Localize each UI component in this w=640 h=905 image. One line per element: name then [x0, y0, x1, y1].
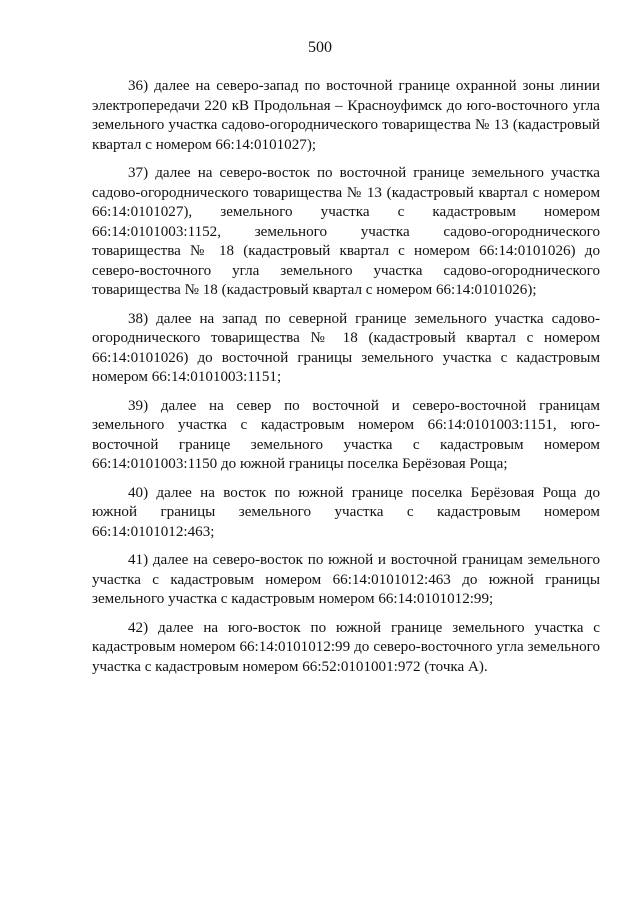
paragraph-36: 36) далее на северо-запад по восточной границе охранной зоны линии электропередачи 220 кВ Продольная – Красноуфимск до юго-восточного угла земельного участка садово-огороднического товарищества № 13 (кадастровый квартал с номером 66:14:0101027);	[92, 78, 600, 153]
paragraph-39: 39) далее на север по восточной и северо-восточной границам земельного участка с кадастровым номером 66:14:0101003:1151, юго-восточной границе земельного участка с кадастровым номером 66:14:0101003:1150 до южной границы поселка Берёзовая Роща;	[92, 397, 600, 472]
paragraph-38: 38) далее на запад по северной границе земельного участка садово-огороднического товарищества № 18 (кадастровый квартал с номером 66:14:0101026) до восточной границы земельного участка с кадастровым номером 66:14:0101003:1151;	[92, 310, 600, 385]
page-number: 500	[308, 39, 332, 56]
document-body	[92, 77, 600, 686]
paragraph-40: 40) далее на восток по южной границе поселка Берёзовая Роща до южной границы земельного участка с кадастровым номером 66:14:0101012:463;	[92, 484, 600, 540]
paragraph-42: 42) далее на юго-восток по южной границе земельного участка с кадастровым номером 66:14:0101012:99 до северо-восточного угла земельного участка с кадастровым номером 66:52:0101001:972 (точка А).	[92, 619, 600, 675]
paragraph-41: 41) далее на северо-восток по южной и восточной границам земельного участка с кадастровым номером 66:14:0101012:463 до южной границы земельного участка с кадастровым номером 66:14:0101012:99;	[92, 552, 600, 607]
paragraph-37: 37) далее на северо-восток по восточной границе земельного участка садово-огороднического товарищества № 13 (кадастровый квартал с номером 66:14:0101027), земельного участка с кадастровым номером 66:14:0101003:1152, земельного участка садово-огороднического товарищества № 18 (кадастровый квартал с номером 66:14:0101026) до северо-восточного угла земельного участка садово-огороднического товарищества № 18 (кадастровый квартал с номером 66:14:0101026);	[92, 165, 600, 298]
